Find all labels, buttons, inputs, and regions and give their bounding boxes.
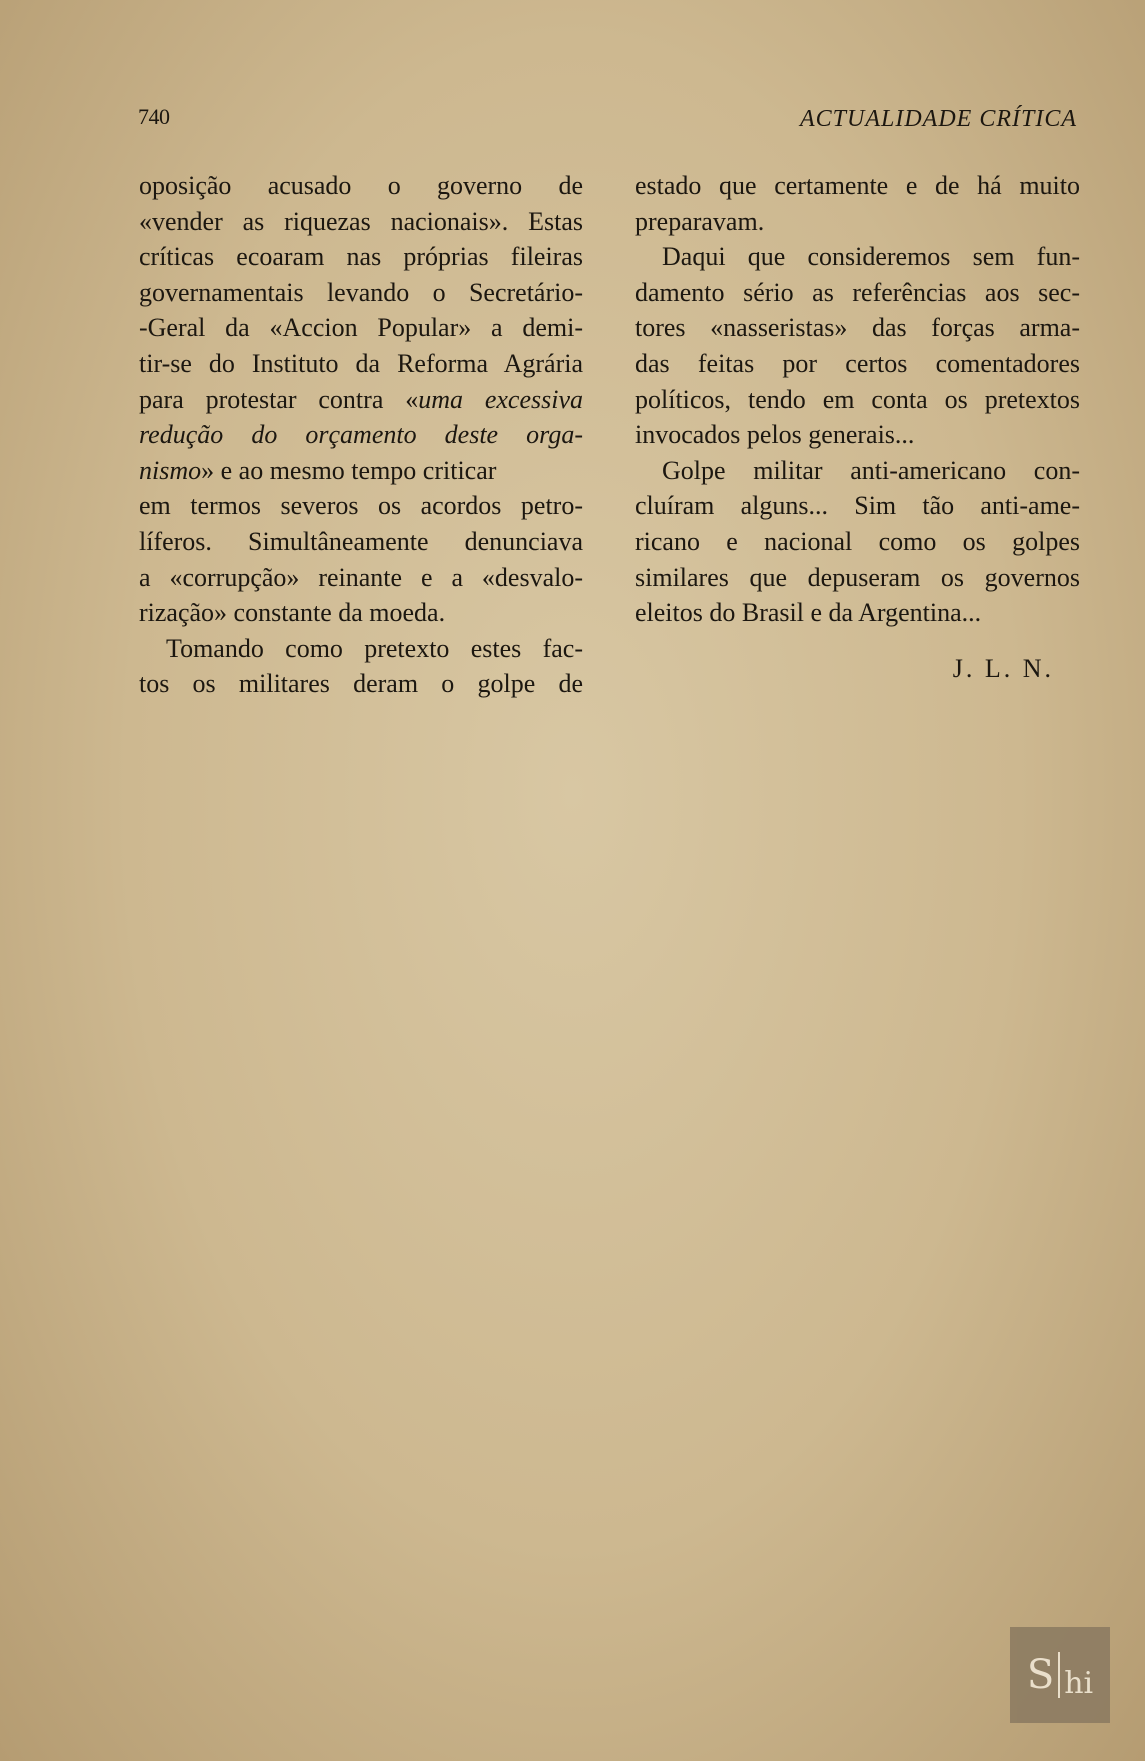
text-line: governamentais levando o Secretário- [139, 277, 583, 307]
text-line: tir-se do Instituto da Reforma Agrária [139, 348, 583, 378]
text-line: políticos, tendo em conta os pretextos [635, 384, 1080, 414]
italic-run: nismo [139, 455, 202, 485]
running-title: ACTUALIDADE CRÍTICA [800, 106, 1077, 132]
text-line: críticas ecoaram nas próprias fileiras [139, 242, 583, 272]
text-line: estado que certamente e de há muito [635, 171, 1080, 200]
text-line: invocados pelos generais... [635, 420, 915, 450]
text-line: similares que depuseram os governos [635, 562, 1080, 592]
text-line: cluíram alguns... Sim tão anti-ame- [635, 491, 1080, 521]
text-line: em termos severos os acordos petro- [139, 491, 583, 521]
text-line: a «corrupção» reinante e a «desvalo- [139, 562, 583, 592]
text-line: eleitos do Brasil e da Argentina... [635, 598, 982, 628]
text-line: preparavam. [635, 206, 765, 236]
text-line: tores «nasseristas» das forças arma- [635, 313, 1080, 343]
page-header [138, 104, 1077, 140]
text-line: das feitas por certos comentadores [635, 348, 1080, 378]
text-line: líferos. Simultâneamente denunciava [139, 526, 583, 556]
watermark-logo [1010, 1627, 1110, 1723]
text-line [139, 453, 583, 489]
text-line: ricano e nacional como os golpes [635, 526, 1080, 556]
watermark-letter: S [1026, 1652, 1055, 1698]
text-line: Tomando como pretexto estes fac- [166, 633, 583, 663]
text-line: tos os militares deram o golpe de [139, 669, 583, 699]
text-run: para protestar contra « [139, 384, 419, 414]
right-column [635, 168, 1080, 686]
author-signature: J. L. N. [952, 653, 1054, 683]
left-column [139, 168, 583, 702]
text-line: -Geral da «Accion Popular» a demi- [139, 313, 583, 343]
text-line [139, 382, 583, 418]
text-run: » e ao mesmo tempo criticar [201, 455, 497, 485]
italic-run: redução do orçamento deste orga- [139, 420, 583, 450]
text-line: Daqui que consideremos sem fun- [662, 242, 1080, 272]
text-line: «vender as riquezas nacionais». Estas [139, 206, 583, 236]
watermark-letters: hi [1064, 1665, 1094, 1701]
text-line [139, 417, 583, 453]
text-line: Golpe militar anti-americano con- [662, 455, 1080, 485]
italic-run: uma excessiva [418, 384, 584, 414]
page-number: 740 [138, 104, 170, 129]
text-line: damento sério as referências aos sec- [635, 277, 1080, 307]
text-line: rização» constante da moeda. [139, 598, 446, 628]
text-line: oposição acusado o governo de [139, 171, 583, 200]
watermark-bar [1058, 1652, 1060, 1698]
